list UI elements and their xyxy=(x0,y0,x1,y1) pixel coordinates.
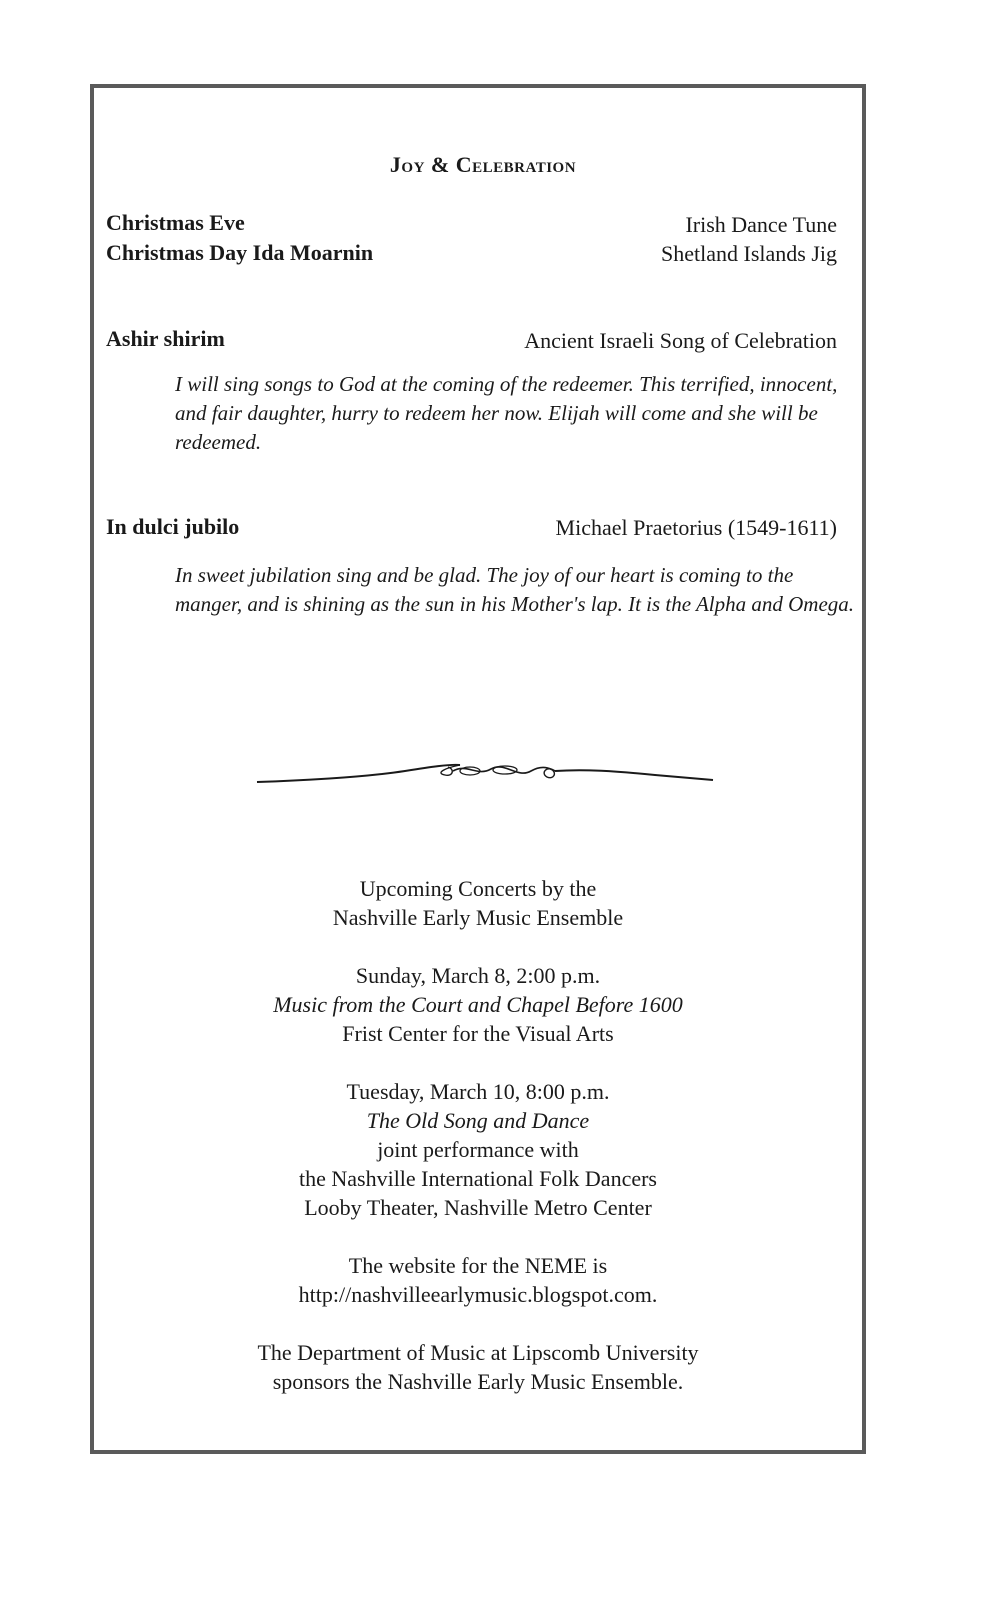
concert-title: Music from the Court and Chapel Before 1600 xyxy=(273,992,683,1017)
upcoming-heading: Upcoming Concerts by the xyxy=(359,876,597,901)
concert-note: the Nashville International Folk Dancers xyxy=(298,1166,657,1191)
piece-title: Christmas Day Ida Moarnin xyxy=(106,240,374,265)
concert-2 xyxy=(90,1077,866,1222)
concert-venue: Frist Center for the Visual Arts xyxy=(342,1021,614,1046)
piece-title: Christmas Eve xyxy=(106,210,245,235)
sponsor-text: The Department of Music at Lipscomb University xyxy=(257,1340,699,1365)
piece-origin: Irish Dance Tune xyxy=(685,212,837,237)
piece-origin: Ancient Israeli Song of Celebration xyxy=(524,328,837,353)
website-info xyxy=(90,1251,866,1309)
piece-origin: Shetland Islands Jig xyxy=(661,241,837,266)
concert-date: Tuesday, March 10, 8:00 p.m. xyxy=(346,1079,610,1104)
website-url: http://nashvilleearlymusic.blogspot.com. xyxy=(298,1282,658,1307)
website-label: The website for the NEME is xyxy=(348,1253,608,1278)
piece-origin: Michael Praetorius (1549-1611) xyxy=(555,515,837,540)
piece-title: In dulci jubilo xyxy=(106,514,240,539)
piece-translation: I will sing songs to God at the coming of the redeemer. This terrified, innocent, and fair daughter, hurry to redeem her now. Elijah will come and she will be redeemed. xyxy=(175,372,838,454)
piece-title: Ashir shirim xyxy=(106,326,225,351)
ensemble-name: Nashville Early Music Ensemble xyxy=(332,905,624,930)
sponsor-text: sponsors the Nashville Early Music Ensemble. xyxy=(272,1369,684,1394)
concert-note: joint performance with xyxy=(377,1137,579,1162)
concert-date: Sunday, March 8, 2:00 p.m. xyxy=(355,963,601,988)
ornament-divider xyxy=(255,755,715,795)
piece-translation: In sweet jubilation sing and be glad. The joy of our heart is coming to the manger, and is shining as the sun in his Mother's lap. It is the Alpha and Omega. xyxy=(175,563,855,616)
concert-title: The Old Song and Dance xyxy=(366,1108,590,1133)
sponsor-info xyxy=(90,1338,866,1396)
section-title: Joy & Celebration xyxy=(389,152,577,177)
concert-venue: Looby Theater, Nashville Metro Center xyxy=(304,1195,652,1220)
concert-1 xyxy=(90,961,866,1048)
upcoming-concerts xyxy=(90,874,866,1425)
